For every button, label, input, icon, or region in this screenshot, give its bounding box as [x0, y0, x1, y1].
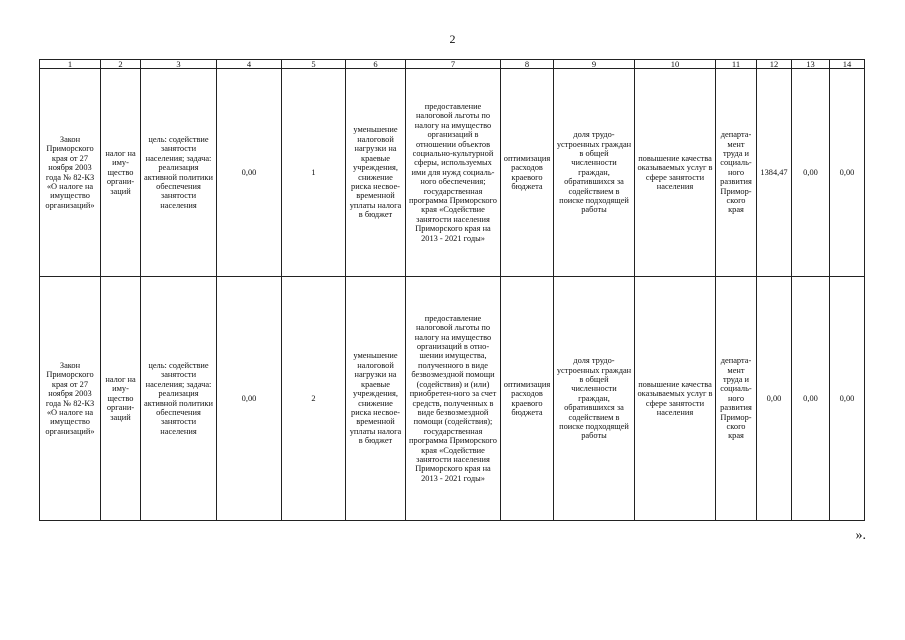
- column-number: 14: [830, 60, 865, 69]
- table-row: [40, 69, 865, 277]
- column-number: 3: [141, 60, 217, 69]
- column-number: 10: [635, 60, 716, 69]
- benefit-description-cell: предоставление налоговой льготы по налогу на имущество организаций в отношении объектов социально-культурной сферы, используемых ими для нужд социаль-ного обеспечения; государственная программа Приморского края «Содействие занятости населения Приморского края на 2013 - 2021 годы»: [406, 69, 501, 277]
- value-cell: 0,00: [792, 277, 830, 521]
- goal-cell: цель: содействие занятости населения; задача: реализация активной политики обеспечения занятости населения: [141, 69, 217, 277]
- effect-cell: уменьшение налоговой нагрузки на краевые учреждения, снижение риска несвое-временной уплаты налога в бюджет: [346, 69, 406, 277]
- value-cell: 0,00: [792, 69, 830, 277]
- law-cell: Закон Приморского края от 27 ноября 2003 года № 82-КЗ «О налоге на имущество организаций»: [40, 69, 101, 277]
- value-cell: 0,00: [217, 277, 282, 521]
- value-cell: 0,00: [757, 277, 792, 521]
- curator-cell: департа-мент труда и социаль-ного развития Примор-ского края: [716, 69, 757, 277]
- purpose-cell: оптимизация расходов краевого бюджета: [501, 277, 554, 521]
- law-cell: Закон Приморского края от 27 ноября 2003 года № 82-КЗ «О налоге на имущество организаций»: [40, 277, 101, 521]
- result-cell: повышение качества оказываемых услуг в сфере занятости населения: [635, 69, 716, 277]
- table-row: [40, 277, 865, 521]
- column-number: 6: [346, 60, 406, 69]
- tax-name-cell: налог на иму-щество органи-заций: [101, 69, 141, 277]
- value-cell: 0,00: [830, 277, 865, 521]
- tax-benefit-table: [39, 59, 865, 521]
- column-number: 1: [40, 60, 101, 69]
- indicator-cell: доля трудо-устроенных граждан в общей численности граждан, обратившихся за содействием в поиске подходящей работы: [554, 69, 635, 277]
- column-number-row: [40, 60, 865, 69]
- column-number: 9: [554, 60, 635, 69]
- number-cell: 2: [282, 277, 346, 521]
- value-cell: 0,00: [830, 69, 865, 277]
- column-number: 8: [501, 60, 554, 69]
- effect-cell: уменьшение налоговой нагрузки на краевые учреждения, снижение риска несвое-временной уплаты налога в бюджет: [346, 277, 406, 521]
- column-number: 12: [757, 60, 792, 69]
- page-number: 2: [449, 32, 456, 46]
- tax-name-cell: налог на иму-щество органи-заций: [101, 277, 141, 521]
- goal-cell: цель: содействие занятости населения; задача: реализация активной политики обеспечения занятости населения: [141, 277, 217, 521]
- column-number: 11: [716, 60, 757, 69]
- benefit-description-cell: предоставление налоговой льготы по налогу на имущество организаций в отно-шении имущества, полученного в виде безвозмездной помощи (содействия) и (или) приобретен-ного за счет средств, полученных в виде безвозмездной помощи (содействия); государственная программа Приморского края «Содействие занятости населения Приморского края на 2013 - 2021 годы»: [406, 277, 501, 521]
- value-cell: 0,00: [217, 69, 282, 277]
- column-number: 5: [282, 60, 346, 69]
- number-cell: 1: [282, 69, 346, 277]
- closing-quote: ».: [855, 528, 866, 543]
- value-cell: 1384,47: [757, 69, 792, 277]
- curator-cell: департа-мент труда и социаль-ного развития Примор-ского края: [716, 277, 757, 521]
- column-number: 7: [406, 60, 501, 69]
- result-cell: повышение качества оказываемых услуг в сфере занятости населения: [635, 277, 716, 521]
- column-number: 4: [217, 60, 282, 69]
- purpose-cell: оптимизация расходов краевого бюджета: [501, 69, 554, 277]
- indicator-cell: доля трудо-устроенных граждан в общей численности граждан, обратившихся за содействием в поиске подходящей работы: [554, 277, 635, 521]
- column-number: 2: [101, 60, 141, 69]
- column-number: 13: [792, 60, 830, 69]
